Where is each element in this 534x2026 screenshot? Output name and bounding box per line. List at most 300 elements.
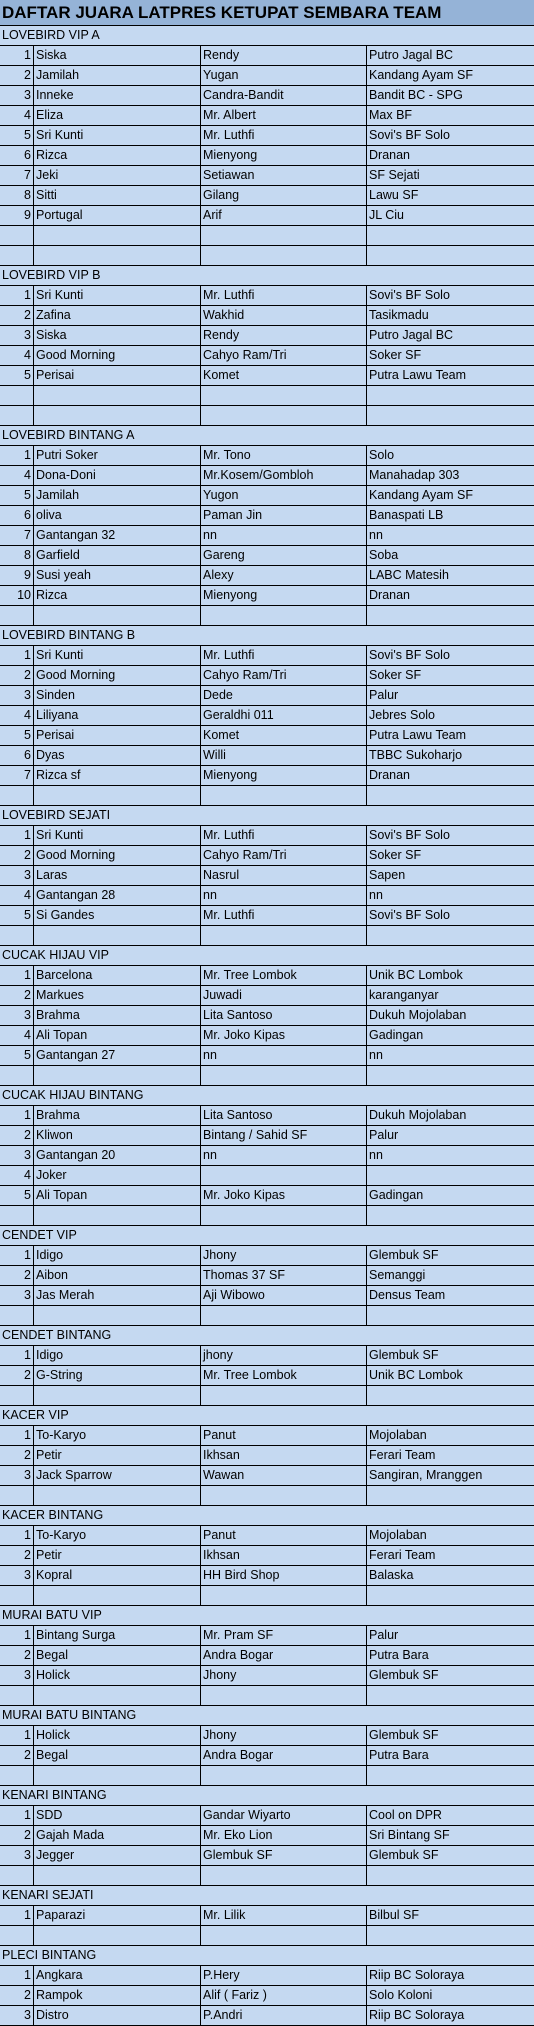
rank-cell: 1 <box>0 1726 34 1745</box>
owner-cell: Alexy <box>201 566 367 585</box>
bird-name-cell: Garfield <box>34 546 201 565</box>
section-title: KACER VIP <box>2 1408 69 1422</box>
rank-cell: 4 <box>0 706 34 725</box>
team-cell: Sapen <box>369 868 406 882</box>
empty-cell <box>201 1306 367 1325</box>
owner-cell: Panut <box>201 1426 367 1445</box>
bird-name-cell: Markues <box>34 986 201 1005</box>
table-row <box>0 646 534 666</box>
team-cell: Riip BC Soloraya <box>369 1968 465 1982</box>
empty-cell <box>201 1486 367 1505</box>
bird-name-cell: Ali Topan <box>34 1186 201 1205</box>
rank-cell: 1 <box>0 1426 34 1445</box>
results-table <box>0 26 534 2026</box>
bird-name-cell: Paparazi <box>34 1906 201 1925</box>
empty-row <box>0 1586 534 1606</box>
table-row <box>0 1446 534 1466</box>
bird-name-cell: Dona-Doni <box>34 466 201 485</box>
empty-cell <box>34 606 201 625</box>
empty-cell <box>34 1586 201 1605</box>
section-title: MURAI BATU VIP <box>2 1608 102 1622</box>
rank-cell: 1 <box>0 446 34 465</box>
team-cell: Sovi's BF Solo <box>369 288 450 302</box>
rank-cell: 5 <box>0 486 34 505</box>
owner-cell: Gilang <box>201 186 367 205</box>
bird-name-cell: Angkara <box>34 1966 201 1985</box>
owner-cell: Mr. Joko Kipas <box>201 1186 367 1205</box>
empty-cell <box>201 1206 367 1225</box>
owner-cell: Mr. Pram SF <box>201 1626 367 1645</box>
section-header-row <box>0 1886 534 1906</box>
table-row <box>0 1546 534 1566</box>
section-header-row <box>0 946 534 966</box>
team-cell: Putro Jagal BC <box>369 48 454 62</box>
rank-cell: 2 <box>0 1826 34 1845</box>
section-header-row <box>0 1946 534 1966</box>
bird-name-cell: Sinden <box>34 686 201 705</box>
rank-cell: 2 <box>0 1986 34 2005</box>
rank-cell: 4 <box>0 346 34 365</box>
empty-cell <box>0 1206 34 1225</box>
table-row <box>0 1626 534 1646</box>
team-cell: Bandit BC - SPG <box>369 88 463 102</box>
bird-name-cell: Susi yeah <box>34 566 201 585</box>
empty-cell <box>201 926 367 945</box>
empty-cell <box>367 226 534 245</box>
rank-cell: 5 <box>0 366 34 385</box>
table-row <box>0 346 534 366</box>
rank-cell: 2 <box>0 1746 34 1765</box>
table-row <box>0 906 534 926</box>
bird-name-cell: Sri Kunti <box>34 826 201 845</box>
owner-cell: Mienyong <box>201 766 367 785</box>
team-cell: JL Ciu <box>369 208 404 222</box>
empty-cell <box>34 1066 201 1085</box>
rank-cell: 8 <box>0 546 34 565</box>
bird-name-cell: Gantangan 28 <box>34 886 201 905</box>
bird-name-cell: Siska <box>34 46 201 65</box>
owner-cell: Mr. Joko Kipas <box>201 1026 367 1045</box>
empty-cell <box>0 386 34 405</box>
section-title: LOVEBIRD VIP A <box>2 28 100 42</box>
section-header-row <box>0 806 534 826</box>
empty-cell <box>201 1766 367 1785</box>
section-title: CENDET VIP <box>2 1228 77 1242</box>
team-cell: Soba <box>369 548 399 562</box>
team-cell: nn <box>369 888 383 902</box>
empty-cell <box>201 406 367 425</box>
bird-name-cell: Si Gandes <box>34 906 201 925</box>
bird-name-cell: Jamilah <box>34 66 201 85</box>
team-cell: Putra Lawu Team <box>369 728 467 742</box>
rank-cell: 3 <box>0 326 34 345</box>
owner-cell: Paman Jin <box>201 506 367 525</box>
table-row <box>0 126 534 146</box>
rank-cell: 6 <box>0 146 34 165</box>
team-cell: Dranan <box>369 148 410 162</box>
owner-cell: Juwadi <box>201 986 367 1005</box>
team-cell: Putra Bara <box>369 1748 429 1762</box>
bird-name-cell: Aibon <box>34 1266 201 1285</box>
owner-cell: Mr. Luthfi <box>201 826 367 845</box>
table-row <box>0 866 534 886</box>
rank-cell: 3 <box>0 1286 34 1305</box>
owner-cell: Mr. Tree Lombok <box>201 1366 367 1385</box>
team-cell: Ferari Team <box>369 1548 436 1562</box>
table-row <box>0 66 534 86</box>
bird-name-cell: Kopral <box>34 1566 201 1585</box>
rank-cell: 1 <box>0 826 34 845</box>
empty-cell <box>367 1926 534 1945</box>
empty-cell <box>0 1066 34 1085</box>
rank-cell: 3 <box>0 1006 34 1025</box>
empty-cell <box>0 926 34 945</box>
table-row <box>0 1746 534 1766</box>
table-row <box>0 1046 534 1066</box>
empty-cell <box>367 926 534 945</box>
empty-cell <box>201 1686 367 1705</box>
bird-name-cell: Begal <box>34 1746 201 1765</box>
table-row <box>0 826 534 846</box>
rank-cell: 1 <box>0 1526 34 1545</box>
empty-cell <box>0 786 34 805</box>
team-cell: nn <box>369 528 383 542</box>
table-row <box>0 1186 534 1206</box>
rank-cell: 1 <box>0 1966 34 1985</box>
bird-name-cell: Perisai <box>34 726 201 745</box>
rank-cell: 4 <box>0 886 34 905</box>
team-cell: Mojolaban <box>369 1428 427 1442</box>
section-title: CENDET BINTANG <box>2 1328 112 1342</box>
bird-name-cell: Zafina <box>34 306 201 325</box>
owner-cell: Bintang / Sahid SF <box>201 1126 367 1145</box>
table-row <box>0 1566 534 1586</box>
team-cell: Putro Jagal BC <box>369 328 454 342</box>
bird-name-cell: G-String <box>34 1366 201 1385</box>
empty-row <box>0 1386 534 1406</box>
team-cell: Solo <box>369 448 395 462</box>
table-row <box>0 1026 534 1046</box>
empty-cell <box>0 226 34 245</box>
empty-cell <box>367 1386 534 1405</box>
section-header-row <box>0 1406 534 1426</box>
section-header-row <box>0 266 534 286</box>
empty-cell <box>34 226 201 245</box>
rank-cell: 5 <box>0 726 34 745</box>
table-row <box>0 1726 534 1746</box>
team-cell: nn <box>369 1148 383 1162</box>
bird-name-cell: Ali Topan <box>34 1026 201 1045</box>
empty-cell <box>34 1926 201 1945</box>
rank-cell: 7 <box>0 166 34 185</box>
rank-cell: 1 <box>0 966 34 985</box>
empty-row <box>0 226 534 246</box>
owner-cell: HH Bird Shop <box>201 1566 367 1585</box>
section-title: KENARI BINTANG <box>2 1788 107 1802</box>
bird-name-cell: Gantangan 27 <box>34 1046 201 1065</box>
owner-cell: Jhony <box>201 1246 367 1265</box>
team-cell: Putra Bara <box>369 1648 429 1662</box>
team-cell: Glembuk SF <box>369 1848 439 1862</box>
table-row <box>0 466 534 486</box>
rank-cell: 10 <box>0 586 34 605</box>
table-row <box>0 1986 534 2006</box>
table-row <box>0 286 534 306</box>
empty-row <box>0 1066 534 1086</box>
owner-cell: Rendy <box>201 46 367 65</box>
team-cell: Tasikmadu <box>369 308 429 322</box>
owner-cell: Wawan <box>201 1466 367 1485</box>
table-row <box>0 526 534 546</box>
bird-name-cell: Good Morning <box>34 666 201 685</box>
bird-name-cell: Sri Kunti <box>34 646 201 665</box>
bird-name-cell: To-Karyo <box>34 1526 201 1545</box>
section-title: LOVEBIRD VIP B <box>2 268 101 282</box>
bird-name-cell: Jas Merah <box>34 1286 201 1305</box>
table-row <box>0 1006 534 1026</box>
owner-cell: P.Andri <box>201 2006 367 2025</box>
bird-name-cell: Distro <box>34 2006 201 2025</box>
rank-cell: 1 <box>0 1626 34 1645</box>
bird-name-cell: Gantangan 32 <box>34 526 201 545</box>
owner-cell: Cahyo Ram/Tri <box>201 846 367 865</box>
team-cell: Gadingan <box>369 1188 424 1202</box>
bird-name-cell: Rizca <box>34 146 201 165</box>
owner-cell: Setiawan <box>201 166 367 185</box>
rank-cell: 1 <box>0 1906 34 1925</box>
team-cell: Sovi's BF Solo <box>369 128 450 142</box>
table-row <box>0 1906 534 1926</box>
empty-cell <box>201 246 367 265</box>
bird-name-cell: Holick <box>34 1666 201 1685</box>
owner-cell: Lita Santoso <box>201 1106 367 1125</box>
rank-cell: 1 <box>0 286 34 305</box>
section-header-row <box>0 1506 534 1526</box>
rank-cell: 2 <box>0 666 34 685</box>
owner-cell: Mr. Lilik <box>201 1906 367 1925</box>
rank-cell: 2 <box>0 1646 34 1665</box>
rank-cell: 6 <box>0 746 34 765</box>
team-cell: Gadingan <box>369 1028 424 1042</box>
bird-name-cell: Jamilah <box>34 486 201 505</box>
table-row <box>0 1366 534 1386</box>
team-cell: nn <box>369 1048 383 1062</box>
owner-cell: Yugon <box>201 486 367 505</box>
owner-cell: Mr. Luthfi <box>201 286 367 305</box>
owner-cell: nn <box>201 886 367 905</box>
rank-cell: 2 <box>0 1366 34 1385</box>
owner-cell: Willi <box>201 746 367 765</box>
empty-row <box>0 386 534 406</box>
bird-name-cell: Siska <box>34 326 201 345</box>
rank-cell: 5 <box>0 906 34 925</box>
bird-name-cell: Putri Soker <box>34 446 201 465</box>
rank-cell: 5 <box>0 1046 34 1065</box>
bird-name-cell: Good Morning <box>34 846 201 865</box>
team-cell: Kandang Ayam SF <box>369 68 474 82</box>
owner-cell: Komet <box>201 366 367 385</box>
section-header-row <box>0 426 534 446</box>
owner-cell: jhony <box>201 1346 367 1365</box>
team-cell: LABC Matesih <box>369 568 449 582</box>
table-row <box>0 1666 534 1686</box>
table-row <box>0 186 534 206</box>
empty-cell <box>0 1866 34 1885</box>
empty-cell <box>367 1586 534 1605</box>
rank-cell: 3 <box>0 1566 34 1585</box>
table-row <box>0 206 534 226</box>
bird-name-cell: Sri Kunti <box>34 126 201 145</box>
table-row <box>0 1266 534 1286</box>
empty-cell <box>367 246 534 265</box>
rank-cell: 3 <box>0 1846 34 1865</box>
rank-cell: 2 <box>0 1546 34 1565</box>
empty-cell <box>34 1866 201 1885</box>
owner-cell: Mr. Eko Lion <box>201 1826 367 1845</box>
empty-row <box>0 1686 534 1706</box>
rank-cell: 8 <box>0 186 34 205</box>
team-cell: Soker SF <box>369 348 422 362</box>
table-row <box>0 1166 534 1186</box>
empty-cell <box>34 1206 201 1225</box>
table-row <box>0 1426 534 1446</box>
empty-row <box>0 606 534 626</box>
owner-cell <box>201 1166 367 1185</box>
rank-cell: 2 <box>0 1446 34 1465</box>
table-row <box>0 1106 534 1126</box>
rank-cell: 9 <box>0 566 34 585</box>
rank-cell: 1 <box>0 46 34 65</box>
owner-cell: Jhony <box>201 1726 367 1745</box>
owner-cell: Mienyong <box>201 586 367 605</box>
table-row <box>0 766 534 786</box>
table-row <box>0 1806 534 1826</box>
owner-cell: nn <box>201 1146 367 1165</box>
table-row <box>0 1966 534 1986</box>
empty-row <box>0 1926 534 1946</box>
owner-cell: Wakhid <box>201 306 367 325</box>
bird-name-cell: Portugal <box>34 206 201 225</box>
table-row <box>0 86 534 106</box>
rank-cell: 4 <box>0 1026 34 1045</box>
empty-cell <box>367 786 534 805</box>
team-cell: Max BF <box>369 108 413 122</box>
table-row <box>0 846 534 866</box>
empty-cell <box>367 1206 534 1225</box>
table-row <box>0 1146 534 1166</box>
section-title: MURAI BATU BINTANG <box>2 1708 137 1722</box>
bird-name-cell: Laras <box>34 866 201 885</box>
empty-cell <box>0 1386 34 1405</box>
section-header-row <box>0 1606 534 1626</box>
table-row <box>0 306 534 326</box>
section-header-row <box>0 1706 534 1726</box>
bird-name-cell: Petir <box>34 1446 201 1465</box>
empty-cell <box>367 1066 534 1085</box>
section-title: KENARI SEJATI <box>2 1888 94 1902</box>
empty-row <box>0 406 534 426</box>
rank-cell: 3 <box>0 1666 34 1685</box>
owner-cell: Dede <box>201 686 367 705</box>
empty-cell <box>34 786 201 805</box>
team-cell: Putra Lawu Team <box>369 368 467 382</box>
section-header-row <box>0 626 534 646</box>
empty-cell <box>367 1486 534 1505</box>
rank-cell: 1 <box>0 1346 34 1365</box>
owner-cell: Ikhsan <box>201 1446 367 1465</box>
team-cell: Solo Koloni <box>369 1988 433 2002</box>
bird-name-cell: Barcelona <box>34 966 201 985</box>
empty-cell <box>367 1686 534 1705</box>
section-header-row <box>0 1326 534 1346</box>
bird-name-cell: Sitti <box>34 186 201 205</box>
owner-cell: Gareng <box>201 546 367 565</box>
table-row <box>0 146 534 166</box>
empty-cell <box>367 606 534 625</box>
team-cell: karanganyar <box>369 988 439 1002</box>
empty-cell <box>367 406 534 425</box>
team-cell: Balaska <box>369 1568 414 1582</box>
bird-name-cell: Jeki <box>34 166 201 185</box>
owner-cell: Glembuk SF <box>201 1846 367 1865</box>
bird-name-cell: Gantangan 20 <box>34 1146 201 1165</box>
team-cell: Semanggi <box>369 1268 426 1282</box>
bird-name-cell: Eliza <box>34 106 201 125</box>
empty-cell <box>201 1926 367 1945</box>
rank-cell: 3 <box>0 2006 34 2025</box>
table-row <box>0 566 534 586</box>
team-cell: Sovi's BF Solo <box>369 648 450 662</box>
owner-cell: Ikhsan <box>201 1546 367 1565</box>
table-row <box>0 586 534 606</box>
empty-cell <box>34 1386 201 1405</box>
table-row <box>0 706 534 726</box>
table-row <box>0 986 534 1006</box>
owner-cell: Rendy <box>201 326 367 345</box>
team-cell: Sri Bintang SF <box>369 1828 450 1842</box>
team-cell: Palur <box>369 688 399 702</box>
bird-name-cell: oliva <box>34 506 201 525</box>
bird-name-cell: Sri Kunti <box>34 286 201 305</box>
bird-name-cell: Jack Sparrow <box>34 1466 201 1485</box>
rank-cell: 3 <box>0 1466 34 1485</box>
bird-name-cell: Begal <box>34 1646 201 1665</box>
team-cell: Cool on DPR <box>369 1808 442 1822</box>
empty-cell <box>367 1766 534 1785</box>
bird-name-cell: SDD <box>34 1806 201 1825</box>
team-cell: Kandang Ayam SF <box>369 488 474 502</box>
team-cell: Densus Team <box>369 1288 446 1302</box>
owner-cell: Mr. Tono <box>201 446 367 465</box>
owner-cell: Panut <box>201 1526 367 1545</box>
empty-cell <box>0 1586 34 1605</box>
empty-cell <box>0 1306 34 1325</box>
table-row <box>0 686 534 706</box>
bird-name-cell: Gajah Mada <box>34 1826 201 1845</box>
section-title: CUCAK HIJAU VIP <box>2 948 109 962</box>
rank-cell: 5 <box>0 126 34 145</box>
section-header-row <box>0 26 534 46</box>
bird-name-cell: Inneke <box>34 86 201 105</box>
team-cell: Dukuh Mojolaban <box>369 1008 467 1022</box>
table-row <box>0 326 534 346</box>
empty-cell <box>34 386 201 405</box>
bird-name-cell: Rampok <box>34 1986 201 2005</box>
team-cell: Soker SF <box>369 668 422 682</box>
rank-cell: 5 <box>0 1186 34 1205</box>
owner-cell: nn <box>201 1046 367 1065</box>
table-row <box>0 46 534 66</box>
